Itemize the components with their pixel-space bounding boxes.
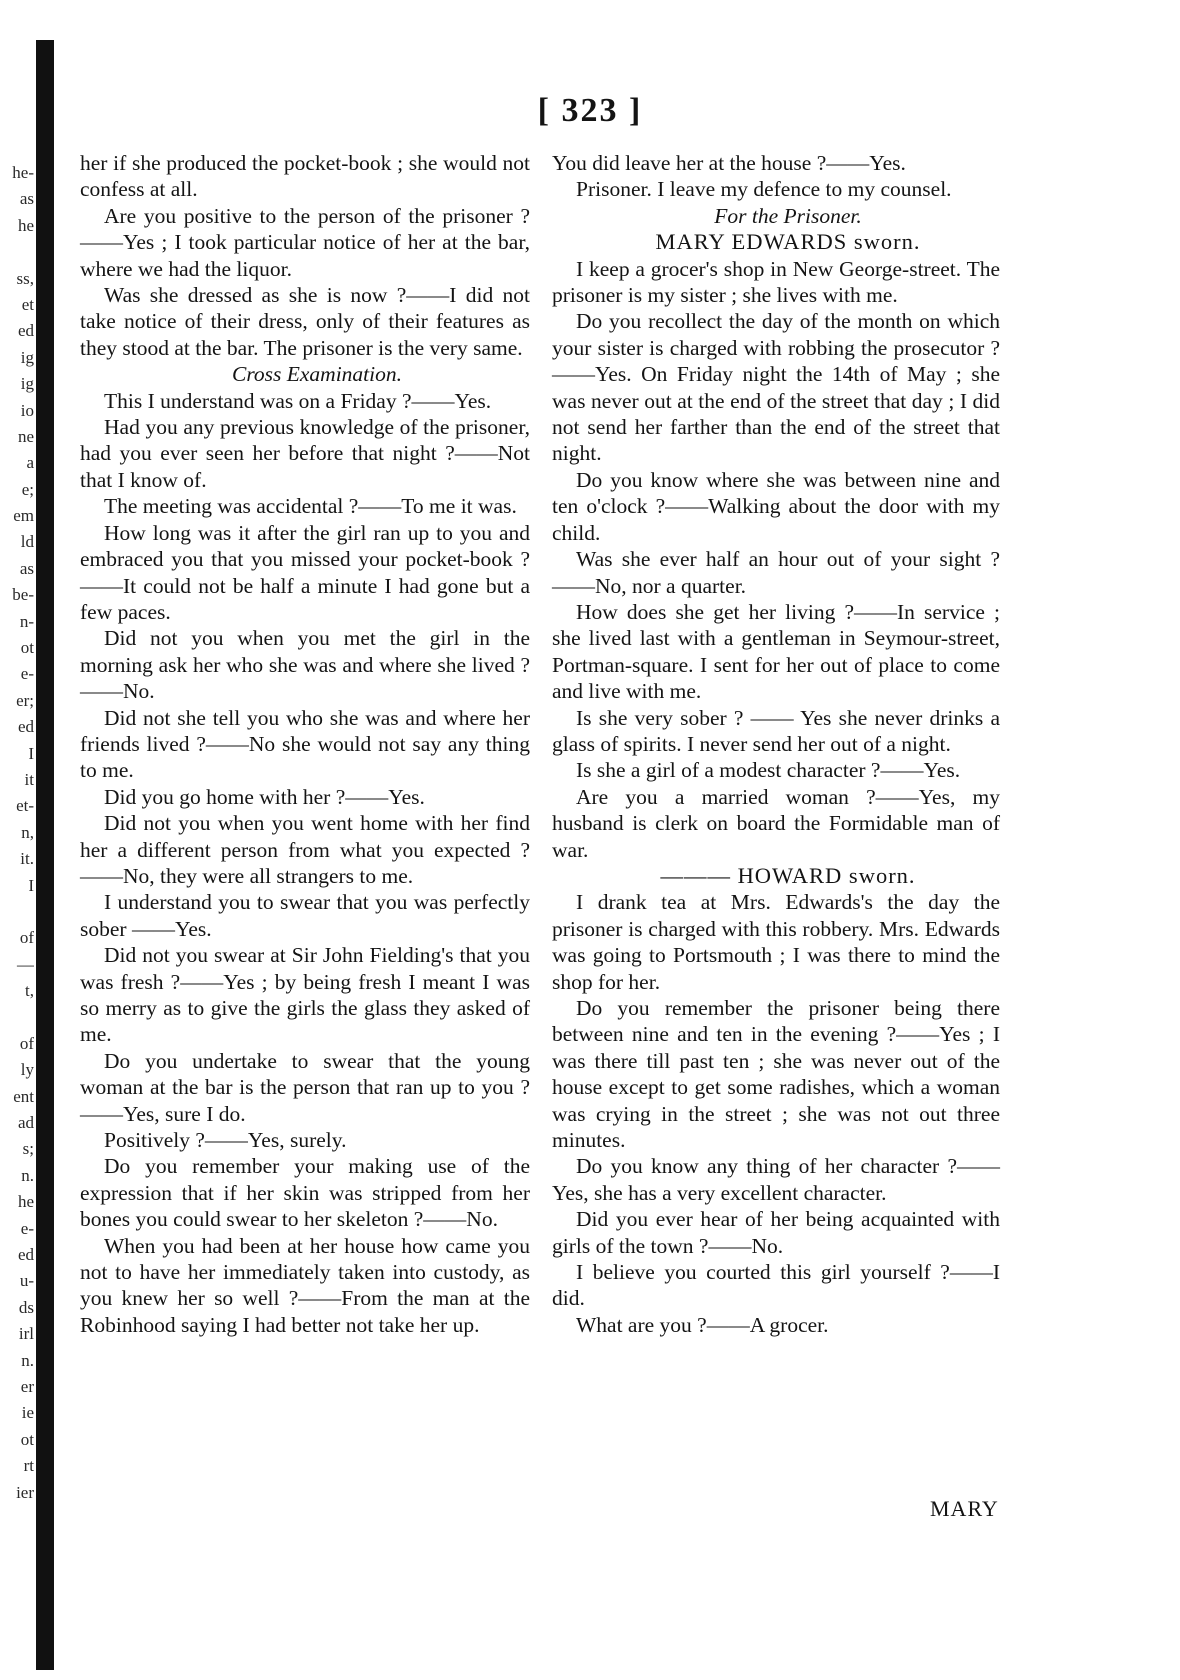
bleed-fragment: as [19,558,34,578]
bleed-fragment: ed [17,1245,34,1265]
bleed-fragment: of [19,928,34,948]
bleed-fragment: er [20,1376,34,1396]
testimony-paragraph: What are you ?——A grocer. [576,1312,829,1337]
testimony-paragraph: I understand you to swear that you was perfectly sober ——Yes. [80,890,530,941]
bleed-fragment: he- [12,163,34,182]
bleed-fragment: irl [18,1324,34,1344]
testimony-paragraph: Do you recollect the day of the month on which your sister is charged with robbing the prosecutor ?——Yes. On Friday night the 14th of May ; she was never out at the end of the street that day ; I did not send her farther than the end of the street that night. [552,309,1000,466]
testimony-paragraph: The meeting was accidental ?——To me it was. [104,494,517,519]
testimony-paragraph: Did not you swear at Sir John Fielding's that you was fresh ?——Yes ; by being fresh I meant I was so merry as to give the girls the glass they asked of me. [80,943,530,1047]
testimony-paragraph: Prisoner. I leave my defence to my counsel. [576,177,952,202]
bleed-fragment: of [19,1033,34,1053]
testimony-paragraph: How does she get her living ?——In service ; she lived last with a gentleman in Seymour-street, Portman-square. I sent for her out of place to come and live with me. [552,599,1000,704]
bleed-fragment: n. [21,1350,34,1370]
bleed-fragment: n- [19,611,34,631]
bleed-fragment: ed [17,717,34,737]
bleed-fragment: er; [16,690,34,710]
bleed-fragment: io [20,400,34,420]
section-heading: For the Prisoner. [714,203,862,228]
testimony-paragraph: Did you ever hear of her being acquainted with girls of the town ?——No. [552,1207,1000,1258]
testimony-paragraph: Do you know where she was between nine and ten o'clock ?——Walking about the door with my child. [552,467,1000,545]
testimony-paragraph: This I understand was on a Friday ?——Yes. [104,388,492,413]
bleed-fragment: it. [20,849,34,869]
bleed-fragment: ld [20,532,34,552]
bleed-fragment: ds [18,1297,34,1317]
bleed-fragment: he [17,1192,34,1212]
testimony-paragraph: Did not you when you met the girl in the morning ask her who she was and where she lived ?——No. [80,626,530,704]
testimony-paragraph: Had you any previous knowledge of the prisoner, had you ever seen her before that night ?——Not that I know of. [80,415,530,492]
testimony-paragraph: Is she very sober ? —— Yes she never drinks a glass of spirits. I never send her out of a night. [552,705,1000,756]
bleed-fragment: ly [20,1060,34,1080]
bleed-fragment: t, [25,981,34,1001]
bleed-fragment: rt [23,1456,34,1476]
bleed-fragment: ad [17,1113,34,1133]
bleed-fragment [0,239,34,265]
testimony-paragraph: Did not she tell you who she was and where her friends lived ?——No she would not say any thing to me. [80,705,530,783]
bleed-fragment: a [26,453,34,473]
right-column [552,150,1000,1338]
bleed-fragment: be- [12,585,34,605]
bleed-fragment: — [17,954,34,974]
scan-binding-edge [36,40,54,1670]
bleed-fragment: it [24,769,34,789]
testimony-paragraph: Do you know any thing of her character ?——Yes, she has a very excellent character. [552,1154,1000,1205]
bleed-fragment: ig [20,347,34,367]
testimony-paragraph: Are you positive to the person of the prisoner ?——Yes ; I took particular notice of her at the bar, where we had the liquor. [80,203,530,281]
witness-heading: ——— HOWARD sworn. [660,862,916,888]
testimony-paragraph: I believe you courted this girl yourself ?——I did. [552,1260,1000,1311]
bleed-fragment: ier [16,1482,34,1502]
testimony-paragraph: How long was it after the girl ran up to you and embraced you that you missed your pocket-book ?——It could not be half a minute I had gone but a few paces. [80,520,530,624]
testimony-paragraph: Did not you when you went home with her find her a different person from what you expected ?——No, they were all strangers to me. [80,811,530,888]
testimony-paragraph: Is she a girl of a modest character ?——Yes. [576,758,961,783]
bleed-fragment: em [13,506,34,526]
bleed-fragment: ss, [16,268,34,288]
bleed-fragment: I [28,743,34,763]
testimony-paragraph: Positively ?——Yes, surely. [104,1128,347,1153]
bleed-fragment: et- [16,796,34,816]
testimony-paragraph: Do you remember your making use of the expression that if her skin was stripped from her bones you could swear to her skeleton ?——No. [80,1154,530,1232]
testimony-paragraph: Did you go home with her ?——Yes. [104,784,425,809]
bleed-fragment: ed [17,321,34,341]
testimony-paragraph: Do you undertake to swear that the young woman at the bar is the person that ran up to you ?——Yes, sure I do. [80,1048,530,1126]
bleed-fragment: u- [19,1271,34,1291]
bleed-fragment: et [21,294,34,314]
bleed-fragment: ne [17,426,34,446]
testimony-paragraph: You did leave her at the house ?——Yes. [552,151,906,175]
bleed-fragment: ig [20,374,34,394]
testimony-paragraph: Do you remember the prisoner being there between nine and ten in the evening ?——Yes ; I was there till past ten ; she was never out of the house except to get some radishes, which a woman was crying in the street ; she was not out three minutes. [552,996,1000,1153]
page-number: [ 323 ] [537,92,643,129]
bleed-fragment: s; [22,1139,34,1159]
bleed-fragment: ent [13,1086,34,1106]
bleed-fragment: ie [21,1403,34,1423]
catchword: MARY [930,1496,999,1521]
facing-page-bleed [0,160,34,1506]
bleed-fragment: e- [20,664,34,684]
bleed-fragment: he [17,215,34,235]
bleed-fragment: as [19,189,34,209]
testimony-paragraph: Was she dressed as she is now ?——I did not take notice of their dress, only of their features as they stood at the bar. The prisoner is the very same. [80,283,530,360]
testimony-paragraph: Was she ever half an hour out of your sight ?——No, nor a quarter. [552,547,1000,598]
testimony-paragraph: I keep a grocer's shop in New George-street. The prisoner is my sister ; she lives with me. [552,256,1000,308]
bleed-fragment: ot [20,1429,34,1449]
left-column [80,150,530,1338]
testimony-paragraph: I drank tea at Mrs. Edwards's the day the prisoner is charged with this robbery. Mrs. Edwards was going to Portsmouth ; I was there to mind the shop for her. [552,890,1000,994]
section-heading: Cross Examination. [231,362,403,387]
witness-heading: MARY EDWARDS sworn. [655,229,921,255]
bleed-fragment: e- [20,1218,34,1238]
bleed-fragment: ot [20,638,34,658]
bleed-fragment [0,899,34,925]
bleed-fragment [0,1005,34,1031]
bleed-fragment: n. [21,1165,34,1185]
testimony-paragraph: Are you a married woman ?——Yes, my husband is clerk on board the Formidable man of war. [552,784,1000,862]
testimony-paragraph: her if she produced the pocket-book ; she would not confess at all. [80,151,530,202]
testimony-paragraph: When you had been at her house how came you not to have her immediately taken into custody, as you knew her so well ?——From the man at the Robinhood saying I had better not take her up. [80,1233,530,1337]
bleed-fragment: e; [21,479,34,499]
bleed-fragment: I [28,875,34,895]
bleed-fragment: n, [21,822,34,842]
